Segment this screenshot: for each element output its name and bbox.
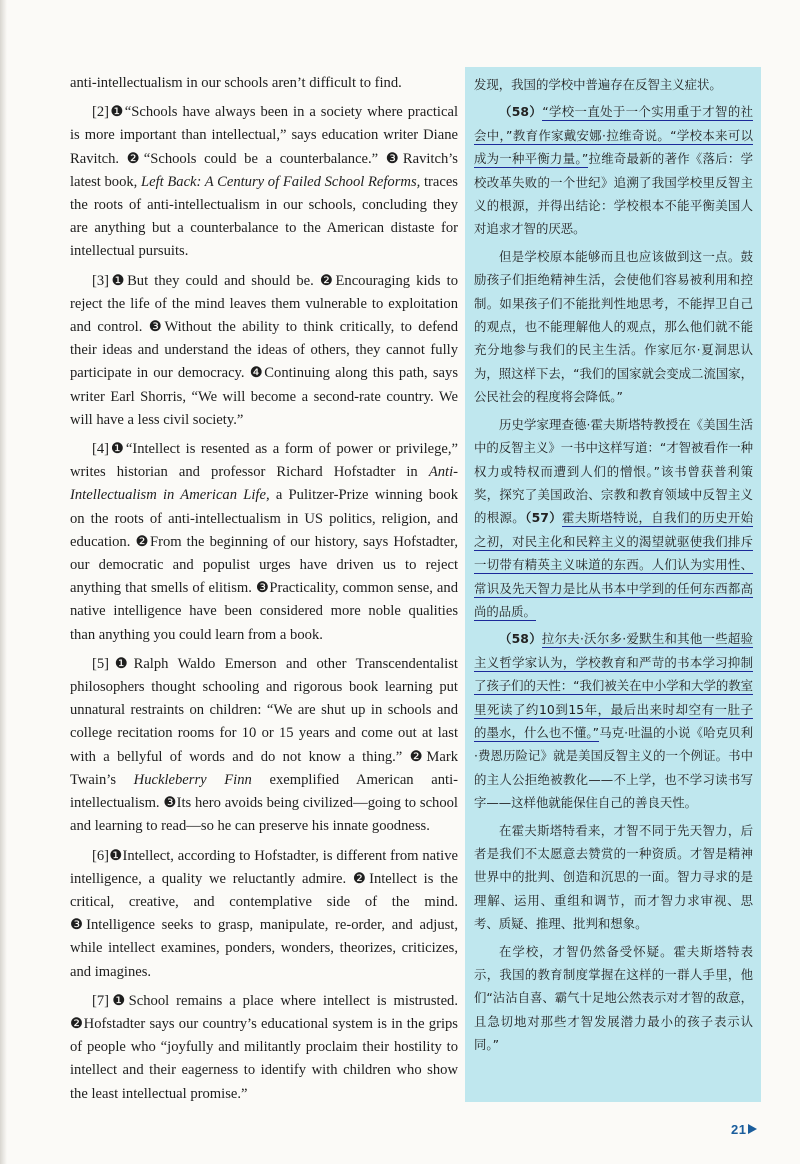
question-number: （57） [525,510,562,526]
p2-text-a: [2]❶“Schools have always been in a society where practical is more important than intellectual,” says education writer Diane Ravitch. ❷“Schools could be a counterbalance.” ❸Ravitch’s latest book, [70,104,458,190]
underlined-answer: “学校一直处于一个实用重于才智的社会中，”教育作家戴安娜·拉维奇说。“学校本来可以成为一种平衡力量。” [474,104,754,167]
question-number: （58） [499,104,543,120]
p4-text-a: [4]❶“Intellect is resented as a form of power or privilege,” writes historian and professor Richard Hofstadter in [70,441,458,481]
p4-text-b: a Pulitzer-Prize winning book on the roots of anti-intellectualism in US politics, religion, and education. ❷From the beginning of our history, says Hofstadter, our democratic and populist urges have driven us to reject anything that smells of elitism. ❸Practicality, common sense, and native intelligence have been considered more noble qualities than anything you could learn from a book. [70,487,458,643]
page-number [731,1122,757,1137]
p2-text-b: traces the roots of anti-intellectualism in our schools, concluding they are anything but a counterbalance to the American distaste for intellectual pursuits. [70,173,458,260]
paragraph-5 [70,653,458,839]
zh-text: 历史学家理查德·霍夫斯塔特教授在《美国生活中的反智主义》一书中这样写道：“才智被看作一种权力或特权而遭到人们的憎恨。”该书曾获普利策奖，探究了美国政治、宗教和教育领域中反智主义的根源。 [474,416,754,526]
zh-paragraph-continued: 发现，我国的学校中普遍存在反智主义症状。 [474,77,722,92]
underlined-answer: 拉尔夫·沃尔多·爱默生和其他一些超验主义哲学家认为，学校教育和严苛的书本学习抑制了孩子们的天性：“我们被关在中小学和大学的教室里死读了约10到15年，最后出来时却空有一肚子的墨水，什么也不懂。” [474,631,754,740]
paragraph-continued: anti-intellectualism in our schools aren’t difficult to find. [70,75,402,91]
zh-text: 马克·吐温的小说《哈克贝利·费恩历险记》就是美国反智主义的一个例证。书中的主人公拒绝被教化——不上学，也不学习读书写字——这样他就能保住自己的善良天性。 [474,724,753,811]
zh-paragraph-5 [474,627,753,814]
zh-text: 拉维奇最新的著作《落后：学校改革失败的一个世纪》追溯了我国学校里反智主义的根源，并得出结论：学校根本不能平衡美国人对追求才智的厌恶。 [474,151,753,237]
paragraph-7: [7]❶School remains a place where intellect is mistrusted. ❷Hofstadter says our country’s educational system is in the grips of people who “joyfully and militantly proclaim their hostility to intellect and their eagerness to identify with children who show the least intellectual promise.” [70,992,458,1102]
p2-book-title: Left Back: A Century of Failed School Reforms, [140,173,421,190]
page-number-text: 21 [731,1122,747,1137]
zh-paragraph-3: 但是学校原本能够而且也应该做到这一点。鼓励孩子们拒绝精神生活，会使他们容易被利用和控制。如果孩子们不能批判性地思考，不能捍卫自己的观点，也不能理解他人的观点，那么他们就不能充分地参与我们的民主生活。作家厄尔·夏洞思认为，照这样下去，“我们的国家就会变成二流国家，公民社会的程度将会降低。” [474,248,754,405]
zh-paragraph-7: 在学校，才智仍然备受怀疑。霍夫斯塔特表示，我国的教育制度掌握在这样的一群人手里，他们“沾沾自喜、霸气十足地公然表示对才智的敌意，且急切地对那些才智发展潜力最小的孩子表示认同。” [474,943,754,1053]
p4-book-title: Anti-Intellectualism in American Life, [70,464,458,504]
zh-paragraph-2 [474,100,753,240]
p5-text-b: exemplified American anti-intellectualism. ❸Its hero avoids being civilized—going to school and learning to read—so he can preserve his innate goodness. [70,771,458,835]
paragraph-2 [70,101,458,263]
p5-text-a: [5]❶Ralph Waldo Emerson and other Transcendentalist philosophers thought schooling and rigorous book learning put unnatural restraints on children: “We are shut up in schools and college recitation rooms for 10 or 15 years and come out at last with a bellyful of words and do not know a thing.” ❷Mark Twain’s [70,655,458,788]
page-arrow-icon [748,1124,757,1134]
paragraph-6: [6]❶Intellect, according to Hofstadter, is different from native intelligence, a quality we reluctantly admire. ❷Intellect is the critical, creative, and contemplative side of the mind. ❸Intelligence seeks to grasp, manipulate, re-order, and adjust, while intellect examines, ponders, wonders, theorizes, criticizes, and imagines. [70,847,458,980]
english-text-column [70,72,458,1112]
p5-book-title: Huckleberry Finn [133,771,252,788]
page-edge-shadow [0,0,7,1164]
zh-paragraph-6: 在霍夫斯塔特看来，才智不同于先天智力，后者是我们不太愿意去赞赏的一种资质。才智是精神世界中的批判、创造和沉思的一面。智力寻求的是理解、运用、重组和调节，而才智力求审视、思考、质疑、推理、批判和想象。 [474,822,753,932]
zh-paragraph-4 [474,413,753,624]
paragraph-3: [3]❶But they could and should be. ❷Encouraging kids to reject the life of the mind leaves them vulnerable to exploitation and control. ❸Without the ability to think critically, to defend their ideas and understand the ideas of others, they cannot fully participate in our democracy. ❹Continuing along this path, says writer Earl Shorris, “We will become a second-rate country. We will have a less civil society.” [70,272,458,428]
chinese-translation-column [465,67,761,1102]
question-number: （58） [499,631,542,647]
paragraph-4 [70,438,458,647]
underlined-answer: 霍夫斯塔特说，自我们的历史开始之初，对民主化和民粹主义的渴望就驱使我们排斥一切带有精英主义味道的东西。人们认为实用性、常识及先天智力是比从书本中学到的任何东西都高尚的品质。 [474,510,754,619]
